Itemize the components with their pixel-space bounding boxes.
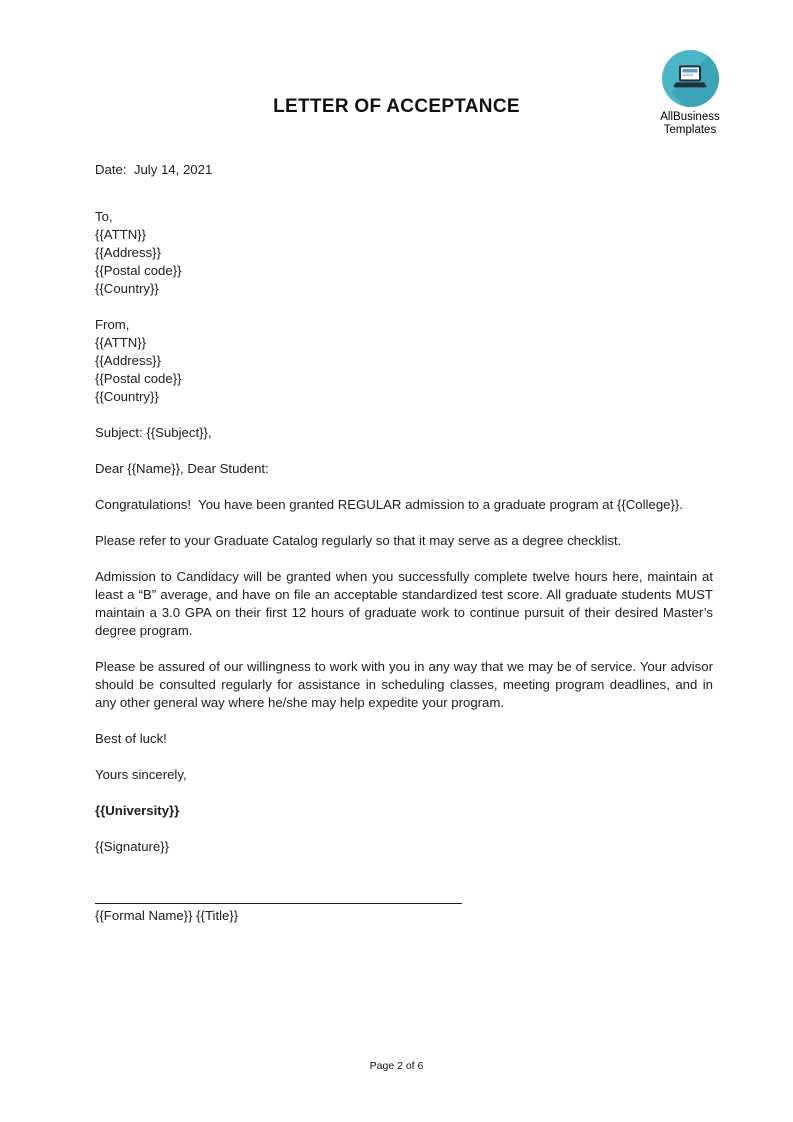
salutation: Dear {{Name}}, Dear Student: (95, 461, 269, 476)
brand-name-line2: Templates (663, 124, 717, 136)
brand-name-line1: AllBusiness (660, 111, 720, 123)
letter-body (95, 161, 713, 925)
from-address-placeholder: {{Address}} (95, 353, 161, 368)
to-country-placeholder: {{Country}} (95, 281, 159, 296)
paragraph-catalog: Please refer to your Graduate Catalog regularly so that it may serve as a degree checklist. (95, 533, 622, 548)
logo-circle (662, 50, 719, 107)
signature-rule-and-name (95, 903, 462, 925)
to-attn-placeholder: {{ATTN}} (95, 227, 147, 242)
date-line: Date: July 14, 2021 (95, 162, 213, 177)
formal-name-title-placeholder: {{Formal Name}} {{Title}} (95, 908, 239, 923)
brand-name (642, 111, 738, 137)
to-address-placeholder: {{Address}} (95, 245, 161, 260)
from-country-placeholder: {{Country}} (95, 389, 159, 404)
university-placeholder: {{University}} (95, 803, 180, 818)
subject-line: Subject: {{Subject}}, (95, 425, 212, 440)
recipient-block (95, 208, 713, 298)
page-footer (0, 1060, 793, 1072)
page-title: LETTER OF ACCEPTANCE (273, 96, 520, 117)
signature-placeholder: {{Signature}} (95, 839, 170, 854)
from-attn-placeholder: {{ATTN}} (95, 335, 147, 350)
page-number: Page 2 of 6 (369, 1060, 424, 1072)
brand-logo (642, 50, 738, 137)
paragraph-congratulations: Congratulations! You have been granted REGULAR admission to a graduate program at {{College}}. (95, 497, 683, 512)
paragraph-best-of-luck: Best of luck! (95, 731, 167, 746)
to-postal-code-placeholder: {{Postal code}} (95, 263, 182, 278)
closing-line: Yours sincerely, (95, 767, 187, 782)
sender-block (95, 316, 713, 406)
to-label: To, (95, 209, 113, 224)
paragraph-advisor: Please be assured of our willingness to work with you in any way that we may be of service. Your advisor should be consulted regularly for assistance in scheduling classes, meeting program deadlines, and in any other general way where he/she may help expedite your program. (95, 659, 713, 710)
from-label: From, (95, 317, 130, 332)
laptop-icon (672, 64, 708, 91)
from-postal-code-placeholder: {{Postal code}} (95, 371, 182, 386)
paragraph-candidacy: Admission to Candidacy will be granted when you successfully complete twelve hours here, maintain at least a “B” average, and have on file an acceptable standardized test score. All graduate students MUST maintain a 3.0 GPA on their first 12 hours of graduate work to continue pursuit of their desired Master’s degree program. (95, 569, 713, 638)
